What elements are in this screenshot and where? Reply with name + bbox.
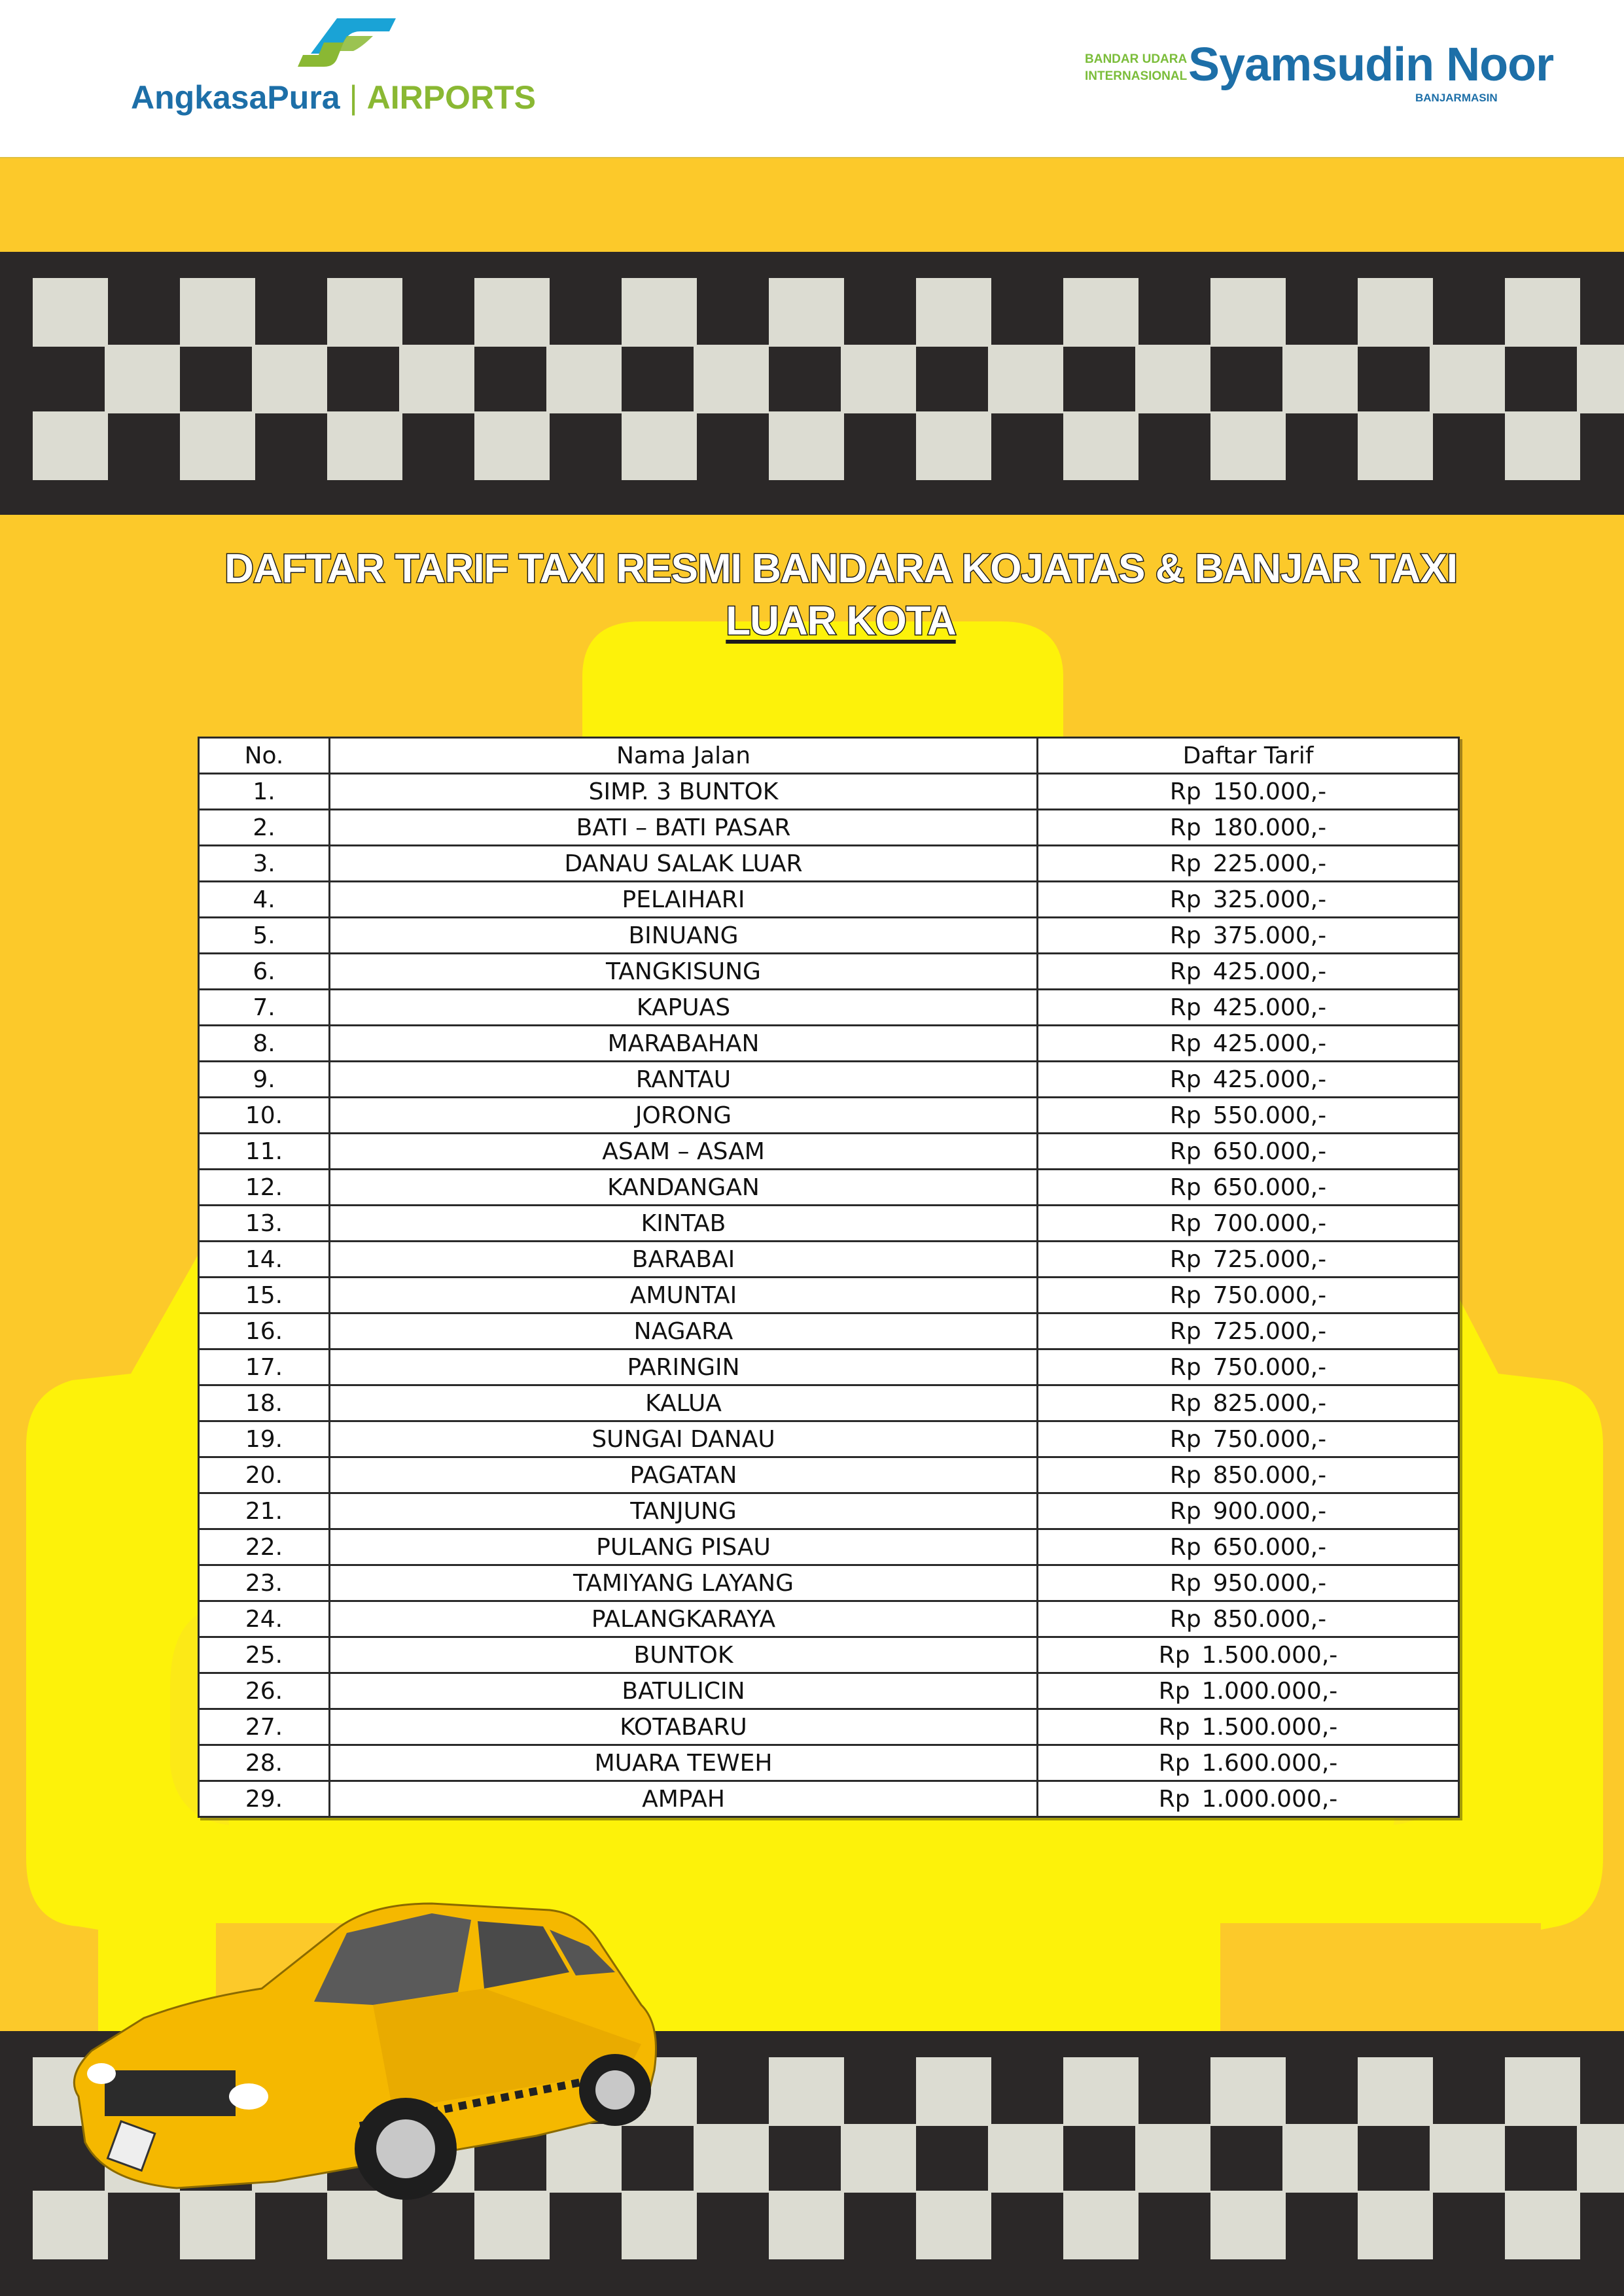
currency-label: Rp (1169, 1245, 1201, 1273)
row-number: 9. (199, 1062, 330, 1098)
table-row (199, 1170, 1459, 1206)
checker-square (546, 345, 622, 413)
tariff-amount: 225.000,- (1212, 850, 1327, 877)
row-number: 7. (199, 990, 330, 1026)
currency-label: Rp (1169, 814, 1201, 841)
checker-square (1358, 278, 1433, 347)
currency-label: Rp (1169, 1066, 1201, 1093)
table-row (199, 1493, 1459, 1529)
street-name: PELAIHARI (330, 882, 1038, 918)
tariff-cell (1038, 1781, 1459, 1817)
table-row (199, 1313, 1459, 1349)
street-name: DANAU SALAK LUAR (330, 846, 1038, 882)
table-row (199, 882, 1459, 918)
checker-square (1210, 2191, 1286, 2259)
currency-label: Rp (1169, 1209, 1201, 1237)
checker-square (1135, 345, 1210, 413)
table-row (199, 1026, 1459, 1062)
checker-square (916, 278, 991, 347)
tariff-cell (1038, 954, 1459, 990)
street-name: SUNGAI DANAU (330, 1421, 1038, 1457)
currency-label: Rp (1169, 1569, 1201, 1597)
tariff-amount: 750.000,- (1212, 1353, 1327, 1381)
table-row (199, 1134, 1459, 1170)
tariff-amount: 750.000,- (1212, 1425, 1327, 1453)
table-row (199, 1457, 1459, 1493)
currency-label: Rp (1169, 886, 1201, 913)
currency-label: Rp (1169, 958, 1201, 985)
brand-name: AngkasaPura (131, 79, 340, 116)
angkasa-pura-mark-icon (298, 13, 396, 75)
tariff-amount: 550.000,- (1212, 1102, 1327, 1129)
table-row (199, 1529, 1459, 1565)
checker-square (1063, 411, 1139, 480)
street-name: RANTAU (330, 1062, 1038, 1098)
airport-city: BANJARMASIN (1415, 92, 1498, 104)
tariff-cell (1038, 1170, 1459, 1206)
table-row (199, 1601, 1459, 1637)
tariff-amount: 325.000,- (1212, 886, 1327, 913)
tariff-amount: 150.000,- (1212, 778, 1327, 805)
tariff-amount: 1.500.000,- (1201, 1713, 1338, 1741)
currency-label: Rp (1169, 1353, 1201, 1381)
checker-square (1358, 2057, 1433, 2126)
tariff-cell (1038, 1745, 1459, 1781)
tariff-cell (1038, 918, 1459, 954)
table-header-row (199, 738, 1459, 774)
street-name: PAGATAN (330, 1457, 1038, 1493)
currency-label: Rp (1169, 778, 1201, 805)
checker-square (841, 2124, 916, 2193)
airport-subtitle-line1: BANDAR UDARA (1085, 52, 1188, 66)
checker-square (694, 345, 769, 413)
tariff-amount: 950.000,- (1212, 1569, 1327, 1597)
tariff-amount: 1.500.000,- (1201, 1641, 1338, 1669)
checker-square (1210, 411, 1286, 480)
checker-square (399, 345, 474, 413)
street-name: BATI – BATI PASAR (330, 810, 1038, 846)
row-number: 27. (199, 1709, 330, 1745)
tariff-amount: 180.000,- (1212, 814, 1327, 841)
checker-square (1430, 2124, 1505, 2193)
checker-square (1430, 345, 1505, 413)
currency-label: Rp (1158, 1785, 1190, 1813)
currency-label: Rp (1169, 1138, 1201, 1165)
airport-subtitle (1085, 51, 1187, 85)
street-name: TAMIYANG LAYANG (330, 1565, 1038, 1601)
row-number: 17. (199, 1349, 330, 1385)
tariff-cell (1038, 1242, 1459, 1278)
street-name: BUNTOK (330, 1637, 1038, 1673)
checker-square (1135, 2124, 1210, 2193)
tariff-cell (1038, 990, 1459, 1026)
tariff-cell (1038, 1637, 1459, 1673)
checker-square (1282, 2124, 1358, 2193)
tariff-amount: 425.000,- (1212, 1066, 1327, 1093)
street-name: PARINGIN (330, 1349, 1038, 1385)
tariff-cell (1038, 1313, 1459, 1349)
tariff-cell (1038, 1349, 1459, 1385)
street-name: PULANG PISAU (330, 1529, 1038, 1565)
currency-label: Rp (1169, 1533, 1201, 1561)
table-row (199, 1242, 1459, 1278)
currency-label: Rp (1158, 1641, 1190, 1669)
row-number: 29. (199, 1781, 330, 1817)
checker-square (1577, 2124, 1624, 2193)
tariff-cell (1038, 774, 1459, 810)
row-number: 20. (199, 1457, 330, 1493)
checker-square (1210, 278, 1286, 347)
tariff-amount: 900.000,- (1212, 1497, 1327, 1525)
checker-band-top (0, 252, 1624, 515)
airport-subtitle-line2: INTERNASIONAL (1085, 69, 1188, 83)
tariff-table (198, 737, 1460, 1818)
checker-square (1063, 2191, 1139, 2259)
row-number: 1. (199, 774, 330, 810)
checker-square (769, 278, 844, 347)
row-number: 28. (199, 1745, 330, 1781)
checker-square (327, 278, 402, 347)
row-number: 3. (199, 846, 330, 882)
checker-square (33, 278, 108, 347)
table-row (199, 1745, 1459, 1781)
table-row (199, 1637, 1459, 1673)
front-wheel (355, 2098, 457, 2200)
checker-square (474, 278, 550, 347)
checker-square (474, 411, 550, 480)
tariff-amount: 1.600.000,- (1201, 1749, 1338, 1777)
table-row (199, 810, 1459, 846)
table-row (199, 1781, 1459, 1817)
table-row (199, 1349, 1459, 1385)
header-bar (0, 0, 1624, 158)
checker-square (916, 411, 991, 480)
tariff-cell (1038, 882, 1459, 918)
taxi-car-icon (65, 1874, 667, 2214)
currency-label: Rp (1158, 1749, 1190, 1777)
table-row (199, 846, 1459, 882)
tariff-amount: 1.000.000,- (1201, 1677, 1338, 1705)
currency-label: Rp (1169, 1317, 1201, 1345)
tariff-amount: 650.000,- (1212, 1138, 1327, 1165)
checker-square (180, 278, 255, 347)
row-number: 5. (199, 918, 330, 954)
tariff-amount: 375.000,- (1212, 922, 1327, 949)
table-row (199, 774, 1459, 810)
tariff-cell (1038, 1134, 1459, 1170)
table-row (199, 990, 1459, 1026)
street-name: KOTABARU (330, 1709, 1038, 1745)
tariff-amount: 850.000,- (1212, 1605, 1327, 1633)
table-row (199, 1206, 1459, 1242)
row-number: 14. (199, 1242, 330, 1278)
currency-label: Rp (1158, 1713, 1190, 1741)
street-name: BINUANG (330, 918, 1038, 954)
tariff-amount: 650.000,- (1212, 1533, 1327, 1561)
street-name: KALUA (330, 1385, 1038, 1421)
tariff-cell (1038, 810, 1459, 846)
checker-square (622, 411, 697, 480)
checker-square (988, 2124, 1063, 2193)
street-name: KAPUAS (330, 990, 1038, 1026)
currency-label: Rp (1169, 1281, 1201, 1309)
tariff-amount: 425.000,- (1212, 958, 1327, 985)
header-street-name: Nama Jalan (330, 738, 1038, 774)
syamsudin-noor-logo[interactable] (1085, 38, 1554, 104)
currency-label: Rp (1169, 1497, 1201, 1525)
street-name: KINTAB (330, 1206, 1038, 1242)
tariff-amount: 725.000,- (1212, 1317, 1327, 1345)
tariff-amount: 750.000,- (1212, 1281, 1327, 1309)
currency-label: Rp (1169, 850, 1201, 877)
tariff-cell (1038, 1601, 1459, 1637)
row-number: 23. (199, 1565, 330, 1601)
street-name: TANGKISUNG (330, 954, 1038, 990)
checker-square (1282, 345, 1358, 413)
tariff-cell (1038, 1385, 1459, 1421)
checker-square (916, 2057, 991, 2126)
street-name: MUARA TEWEH (330, 1745, 1038, 1781)
tariff-cell (1038, 1529, 1459, 1565)
checker-square (622, 278, 697, 347)
row-number: 26. (199, 1673, 330, 1709)
row-number: 11. (199, 1134, 330, 1170)
currency-label: Rp (1169, 1605, 1201, 1633)
tariff-cell (1038, 1673, 1459, 1709)
row-number: 18. (199, 1385, 330, 1421)
row-number: 8. (199, 1026, 330, 1062)
tariff-amount: 1.000.000,- (1201, 1785, 1338, 1813)
tariff-cell (1038, 1421, 1459, 1457)
table-row (199, 918, 1459, 954)
tariff-amount: 850.000,- (1212, 1461, 1327, 1489)
checker-square (1505, 278, 1580, 347)
table-row (199, 1565, 1459, 1601)
street-name: BATULICIN (330, 1673, 1038, 1709)
checker-square (1505, 411, 1580, 480)
checker-square (1063, 2057, 1139, 2126)
tariff-amount: 700.000,- (1212, 1209, 1327, 1237)
street-name: MARABAHAN (330, 1026, 1038, 1062)
checker-square (769, 2057, 844, 2126)
row-number: 16. (199, 1313, 330, 1349)
currency-label: Rp (1169, 922, 1201, 949)
row-number: 25. (199, 1637, 330, 1673)
tariff-amount: 650.000,- (1212, 1174, 1327, 1201)
table-row (199, 1709, 1459, 1745)
street-name: PALANGKARAYA (330, 1601, 1038, 1637)
table-row (199, 1062, 1459, 1098)
street-name: JORONG (330, 1098, 1038, 1134)
row-number: 22. (199, 1529, 330, 1565)
checker-square (916, 2191, 991, 2259)
street-name: BARABAI (330, 1242, 1038, 1278)
checker-square (1577, 345, 1624, 413)
row-number: 19. (199, 1421, 330, 1457)
currency-label: Rp (1169, 1389, 1201, 1417)
header-no: No. (199, 738, 330, 774)
checker-square (988, 345, 1063, 413)
checker-square (769, 411, 844, 480)
table-row (199, 1421, 1459, 1457)
row-number: 13. (199, 1206, 330, 1242)
row-number: 12. (199, 1170, 330, 1206)
table-row (199, 1385, 1459, 1421)
tariff-amount: 825.000,- (1212, 1389, 1327, 1417)
checker-square (327, 411, 402, 480)
angkasa-pura-logo[interactable] (131, 13, 536, 118)
row-number: 24. (199, 1601, 330, 1637)
tariff-cell (1038, 1278, 1459, 1313)
checker-square (1210, 2057, 1286, 2126)
header-tariff: Daftar Tarif (1038, 738, 1459, 774)
tariff-cell (1038, 1565, 1459, 1601)
checker-square (252, 345, 327, 413)
brand-tagline: AIRPORTS (366, 79, 536, 116)
currency-label: Rp (1169, 1030, 1201, 1057)
tariff-cell (1038, 1062, 1459, 1098)
street-name: AMPAH (330, 1781, 1038, 1817)
page-title (164, 543, 1518, 648)
currency-label: Rp (1169, 1174, 1201, 1201)
airport-name: Syamsudin Noor (1188, 39, 1554, 91)
table-row (199, 1278, 1459, 1313)
currency-label: Rp (1169, 1102, 1201, 1129)
checker-square (33, 411, 108, 480)
table-row (199, 954, 1459, 990)
currency-label: Rp (1169, 1461, 1201, 1489)
tariff-cell (1038, 1709, 1459, 1745)
street-name: SIMP. 3 BUNTOK (330, 774, 1038, 810)
row-number: 15. (199, 1278, 330, 1313)
tariff-cell (1038, 1098, 1459, 1134)
checker-square (105, 345, 180, 413)
currency-label: Rp (1158, 1677, 1190, 1705)
checker-square (694, 2124, 769, 2193)
table-row (199, 1098, 1459, 1134)
checker-square (1505, 2191, 1580, 2259)
tariff-cell (1038, 1457, 1459, 1493)
tariff-amount: 425.000,- (1212, 1030, 1327, 1057)
tariff-amount: 425.000,- (1212, 994, 1327, 1021)
checker-square (841, 345, 916, 413)
row-number: 21. (199, 1493, 330, 1529)
checker-square (1358, 411, 1433, 480)
street-name: ASAM – ASAM (330, 1134, 1038, 1170)
tariff-cell (1038, 1206, 1459, 1242)
checker-square (1063, 278, 1139, 347)
street-name: NAGARA (330, 1313, 1038, 1349)
title-line2: LUAR KOTA (726, 599, 956, 644)
table-row (199, 1673, 1459, 1709)
checker-square (1358, 2191, 1433, 2259)
brand-separator: | (349, 79, 358, 116)
street-name: AMUNTAI (330, 1278, 1038, 1313)
tariff-cell (1038, 846, 1459, 882)
row-number: 6. (199, 954, 330, 990)
tariff-amount: 725.000,- (1212, 1245, 1327, 1273)
checker-square (1505, 2057, 1580, 2126)
street-name: TANJUNG (330, 1493, 1038, 1529)
row-number: 10. (199, 1098, 330, 1134)
tariff-cell (1038, 1026, 1459, 1062)
currency-label: Rp (1169, 994, 1201, 1021)
row-number: 2. (199, 810, 330, 846)
street-name: KANDANGAN (330, 1170, 1038, 1206)
angkasa-pura-wordmark (131, 78, 536, 116)
tariff-cell (1038, 1493, 1459, 1529)
checker-square (180, 411, 255, 480)
currency-label: Rp (1169, 1425, 1201, 1453)
row-number: 4. (199, 882, 330, 918)
checker-square (769, 2191, 844, 2259)
title-line1: DAFTAR TARIF TAXI RESMI BANDARA KOJATAS & BANJAR TAXI (224, 546, 1457, 591)
